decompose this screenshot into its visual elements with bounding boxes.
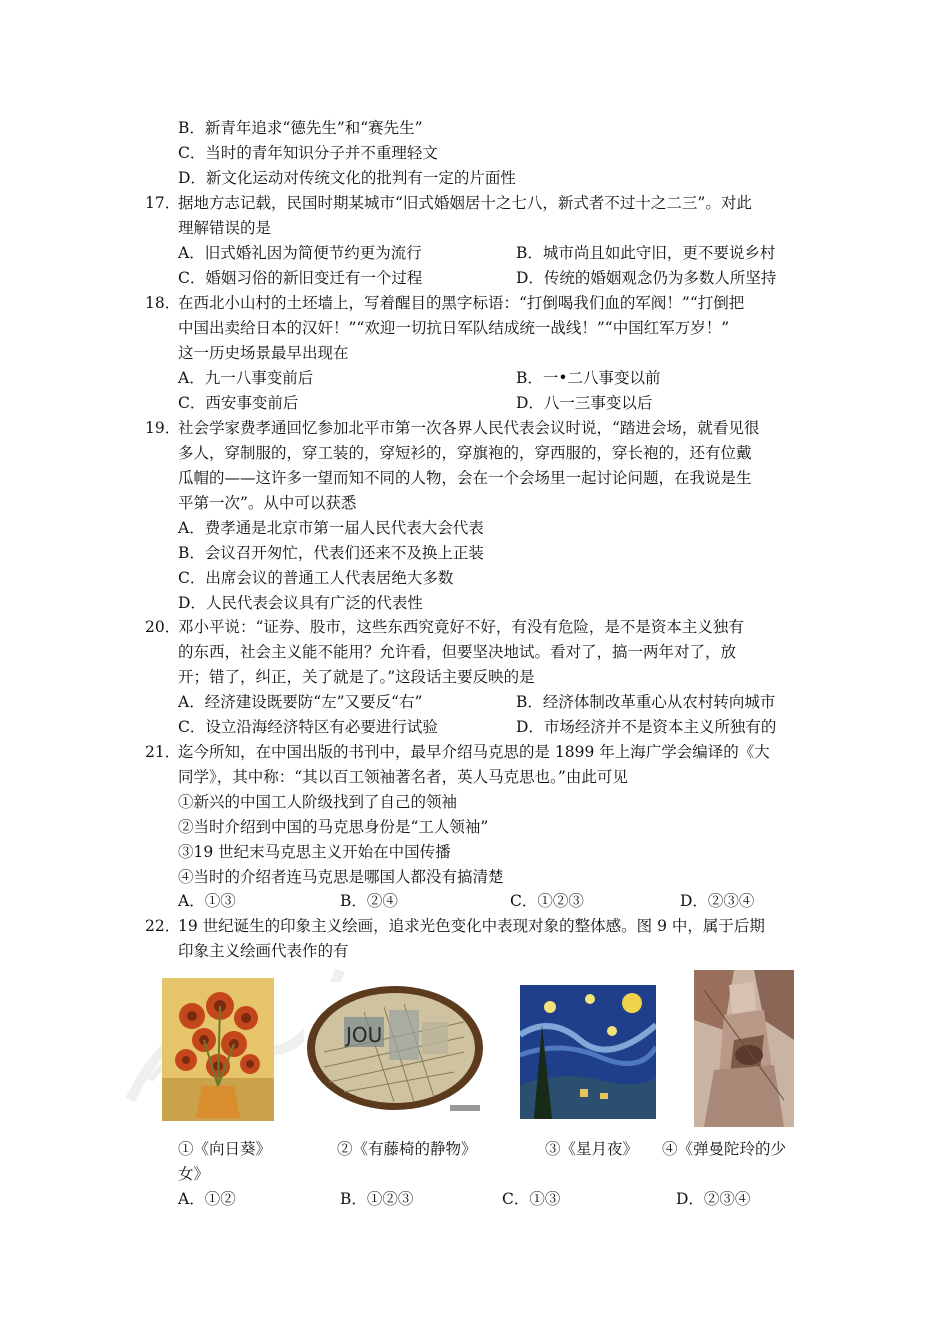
q20-stem-line2: 的东西，社会主义能不能用？允许看，但要坚决地试。看对了，搞一两年对了，放	[178, 643, 737, 661]
q19-option-d: D．人民代表会议具有广泛的代表性	[178, 594, 423, 612]
q18-stem-line1: 在西北小山村的土坯墙上，写着醒目的黑字标语：“打倒喝我们血的军阀！”“打倒把	[178, 294, 745, 312]
q19-stem-line1: 社会学家费孝通回忆参加北平市第一次各界人民代表会议时说，“踏进会场，就看见很	[178, 419, 760, 437]
q22-option-b: B．①②③	[340, 1190, 414, 1208]
q18-option-b: B．一•二八事变以前	[516, 369, 661, 387]
sunflowers-painting	[162, 978, 274, 1121]
q21-stem-line2: 同学》，其中称：“其以百工领袖著名者，英人马克思也。”由此可见	[178, 768, 628, 786]
q16-option-c: C．当时的青年知识分子并不重理轻文	[178, 144, 438, 162]
q17-stem-line2: 理解错误的是	[178, 219, 272, 237]
q22-option-d: D．②③④	[676, 1190, 751, 1208]
q21-option-b: B．②④	[340, 892, 398, 910]
q22-option-a: A．①②	[178, 1190, 236, 1208]
q18-option-c: C．西安事变前后	[178, 394, 299, 412]
q17-number: 17．	[145, 194, 181, 212]
caption-4-line2: 女》	[178, 1165, 210, 1183]
q19-option-a: A．费孝通是北京市第一届人民代表大会代表	[178, 519, 484, 537]
q17-option-b: B．城市尚且如此守旧，更不要说乡村	[516, 244, 776, 262]
q21-item-3: ③19 世纪末马克思主义开始在中国传播	[178, 843, 451, 861]
q21-option-c: C．①②③	[510, 892, 584, 910]
girl-with-mandolin-painting	[694, 970, 794, 1127]
q20-option-a: A．经济建设既要防“左”又要反“右”	[178, 693, 423, 711]
q17-stem-line1: 据地方志记载，民国时期某城市“旧式婚姻居十之七八，新式者不过十之二三”。对此	[178, 194, 752, 212]
caption-4-line1: ④《弹曼陀玲的少	[662, 1140, 787, 1158]
q22-number: 22．	[145, 917, 181, 935]
q20-number: 20．	[145, 618, 181, 636]
still-life-with-chair-caning	[304, 982, 486, 1118]
caption-3: ③《星月夜》	[545, 1140, 639, 1158]
q20-option-b: B．经济体制改革重心从农村转向城市	[516, 693, 776, 711]
q22-option-c: C．①③	[502, 1190, 561, 1208]
caption-2: ②《有藤椅的静物》	[337, 1140, 477, 1158]
q21-item-2: ②当时介绍到中国的马克思身份是“工人领袖”	[178, 818, 489, 836]
q19-option-b: B．会议召开匆忙，代表们还来不及换上正装	[178, 544, 484, 562]
q18-option-a: A．九一八事变前后	[178, 369, 314, 387]
q22-stem-line2: 印象主义绘画代表作的有	[178, 942, 349, 960]
q18-option-d: D．八一三事变以后	[516, 394, 653, 412]
q21-number: 21．	[145, 743, 181, 761]
starry-night-painting	[520, 985, 656, 1119]
q17-option-c: C．婚姻习俗的新旧变迁有一个过程	[178, 269, 423, 287]
q19-option-c: C．出席会议的普通工人代表居绝大多数	[178, 569, 454, 587]
q21-item-4: ④当时的介绍者连马克思是哪国人都没有搞清楚	[178, 868, 504, 886]
q20-option-d: D．市场经济并不是资本主义所独有的	[516, 718, 777, 736]
q21-option-d: D．②③④	[680, 892, 755, 910]
q20-option-c: C．设立沿海经济特区有必要进行试验	[178, 718, 438, 736]
q16-option-b: B．新青年追求“德先生”和“赛先生”	[178, 119, 423, 137]
q18-stem-line3: 这一历史场景最早出现在	[178, 344, 349, 362]
q19-number: 19．	[145, 419, 181, 437]
q19-stem-line2: 多人，穿制服的，穿工装的，穿短衫的，穿旗袍的，穿西服的，穿长袍的，还有位戴	[178, 444, 752, 462]
q20-stem-line3: 开；错了，纠正，关了就是了。”这段话主要反映的是	[178, 668, 535, 686]
q17-option-d: D．传统的婚姻观念仍为多数人所坚持	[516, 269, 777, 287]
q22-stem-line1: 19 世纪诞生的印象主义绘画，追求光色变化中表现对象的整体感。图 9 中，属于后期	[178, 917, 765, 935]
q17-option-a: A．旧式婚礼因为简便节约更为流行	[178, 244, 422, 262]
q20-stem-line1: 邓小平说：“证券、股市，这些东西究竟好不好，有没有危险，是不是资本主义独有	[178, 618, 744, 636]
q16-option-d: D．新文化运动对传统文化的批判有一定的片面性	[178, 169, 516, 187]
q21-item-1: ①新兴的中国工人阶级找到了自己的领袖	[178, 793, 458, 811]
q21-option-a: A．①③	[178, 892, 236, 910]
q18-stem-line2: 中国出卖给日本的汉奸！”“欢迎一切抗日军队结成统一战线！”“中国红军万岁！”	[178, 319, 730, 337]
q21-stem-line1: 迄今所知，在中国出版的书刊中，最早介绍马克思的是 1899 年上海广学会编译的《大	[178, 743, 770, 761]
svg-text:JOU: JOU	[346, 1023, 383, 1047]
caption-1: ①《向日葵》	[178, 1140, 272, 1158]
q19-stem-line3: 瓜帽的——这许多一望而知不同的人物，会在一个会场里一起讨论问题，在我说是生	[178, 469, 752, 487]
q19-stem-line4: 平第一次”。从中可以获悉	[178, 494, 357, 512]
q18-number: 18．	[145, 294, 181, 312]
